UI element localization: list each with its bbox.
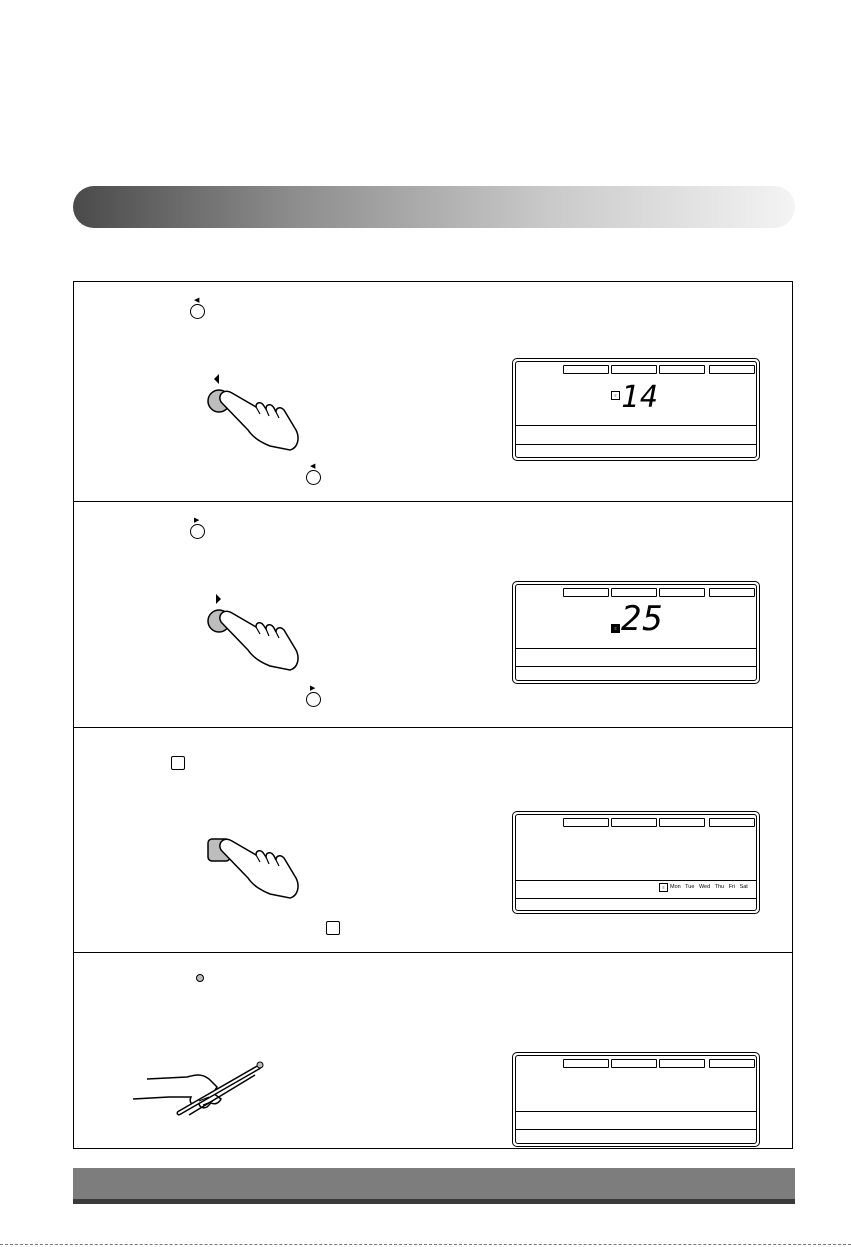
- weekday-row: [670, 884, 751, 890]
- steps-frame: [73, 281, 793, 1149]
- pressing-hand-icon: [194, 592, 314, 692]
- footer-bar: [73, 1168, 795, 1204]
- day-tue: Tue: [685, 884, 695, 890]
- hand-holding-pen-icon: [129, 1053, 279, 1123]
- day-sat: Sat: [739, 884, 748, 890]
- lcd-display-4: [512, 1052, 760, 1147]
- day-mon: Mon: [670, 884, 681, 890]
- day-mini-icon: ≡: [659, 883, 668, 892]
- right-arrow-button-icon: ▶: [190, 524, 205, 539]
- section-header-bar: [73, 186, 795, 228]
- timer-mini-icon: ≡: [611, 624, 620, 633]
- lcd-display-1: [512, 358, 760, 461]
- left-arrow-button-icon: ◀: [190, 304, 205, 319]
- pressing-hand-icon: [194, 820, 314, 920]
- step-4: [74, 952, 792, 1148]
- left-arrow-button-small-icon: ◀: [306, 470, 321, 485]
- step-1: [74, 282, 792, 501]
- timer-mini-icon: ≡: [611, 391, 620, 400]
- reset-hole-icon: [196, 974, 204, 982]
- day-wed: Wed: [698, 884, 711, 890]
- day-thu: Thu: [714, 884, 725, 890]
- pressing-hand-icon: [194, 372, 314, 472]
- display-value: 14: [621, 380, 660, 415]
- day-fri: Fri: [728, 884, 736, 890]
- square-button-icon: [171, 756, 185, 770]
- square-button-small-icon: [326, 921, 340, 935]
- step-2: [74, 501, 792, 727]
- page-cut-line: [0, 1244, 851, 1245]
- lcd-display-3: [512, 811, 760, 914]
- step-3: [74, 727, 792, 952]
- lcd-display-2: [512, 581, 760, 684]
- display-value: 25: [621, 599, 664, 639]
- right-arrow-button-small-icon: ▶: [306, 692, 321, 707]
